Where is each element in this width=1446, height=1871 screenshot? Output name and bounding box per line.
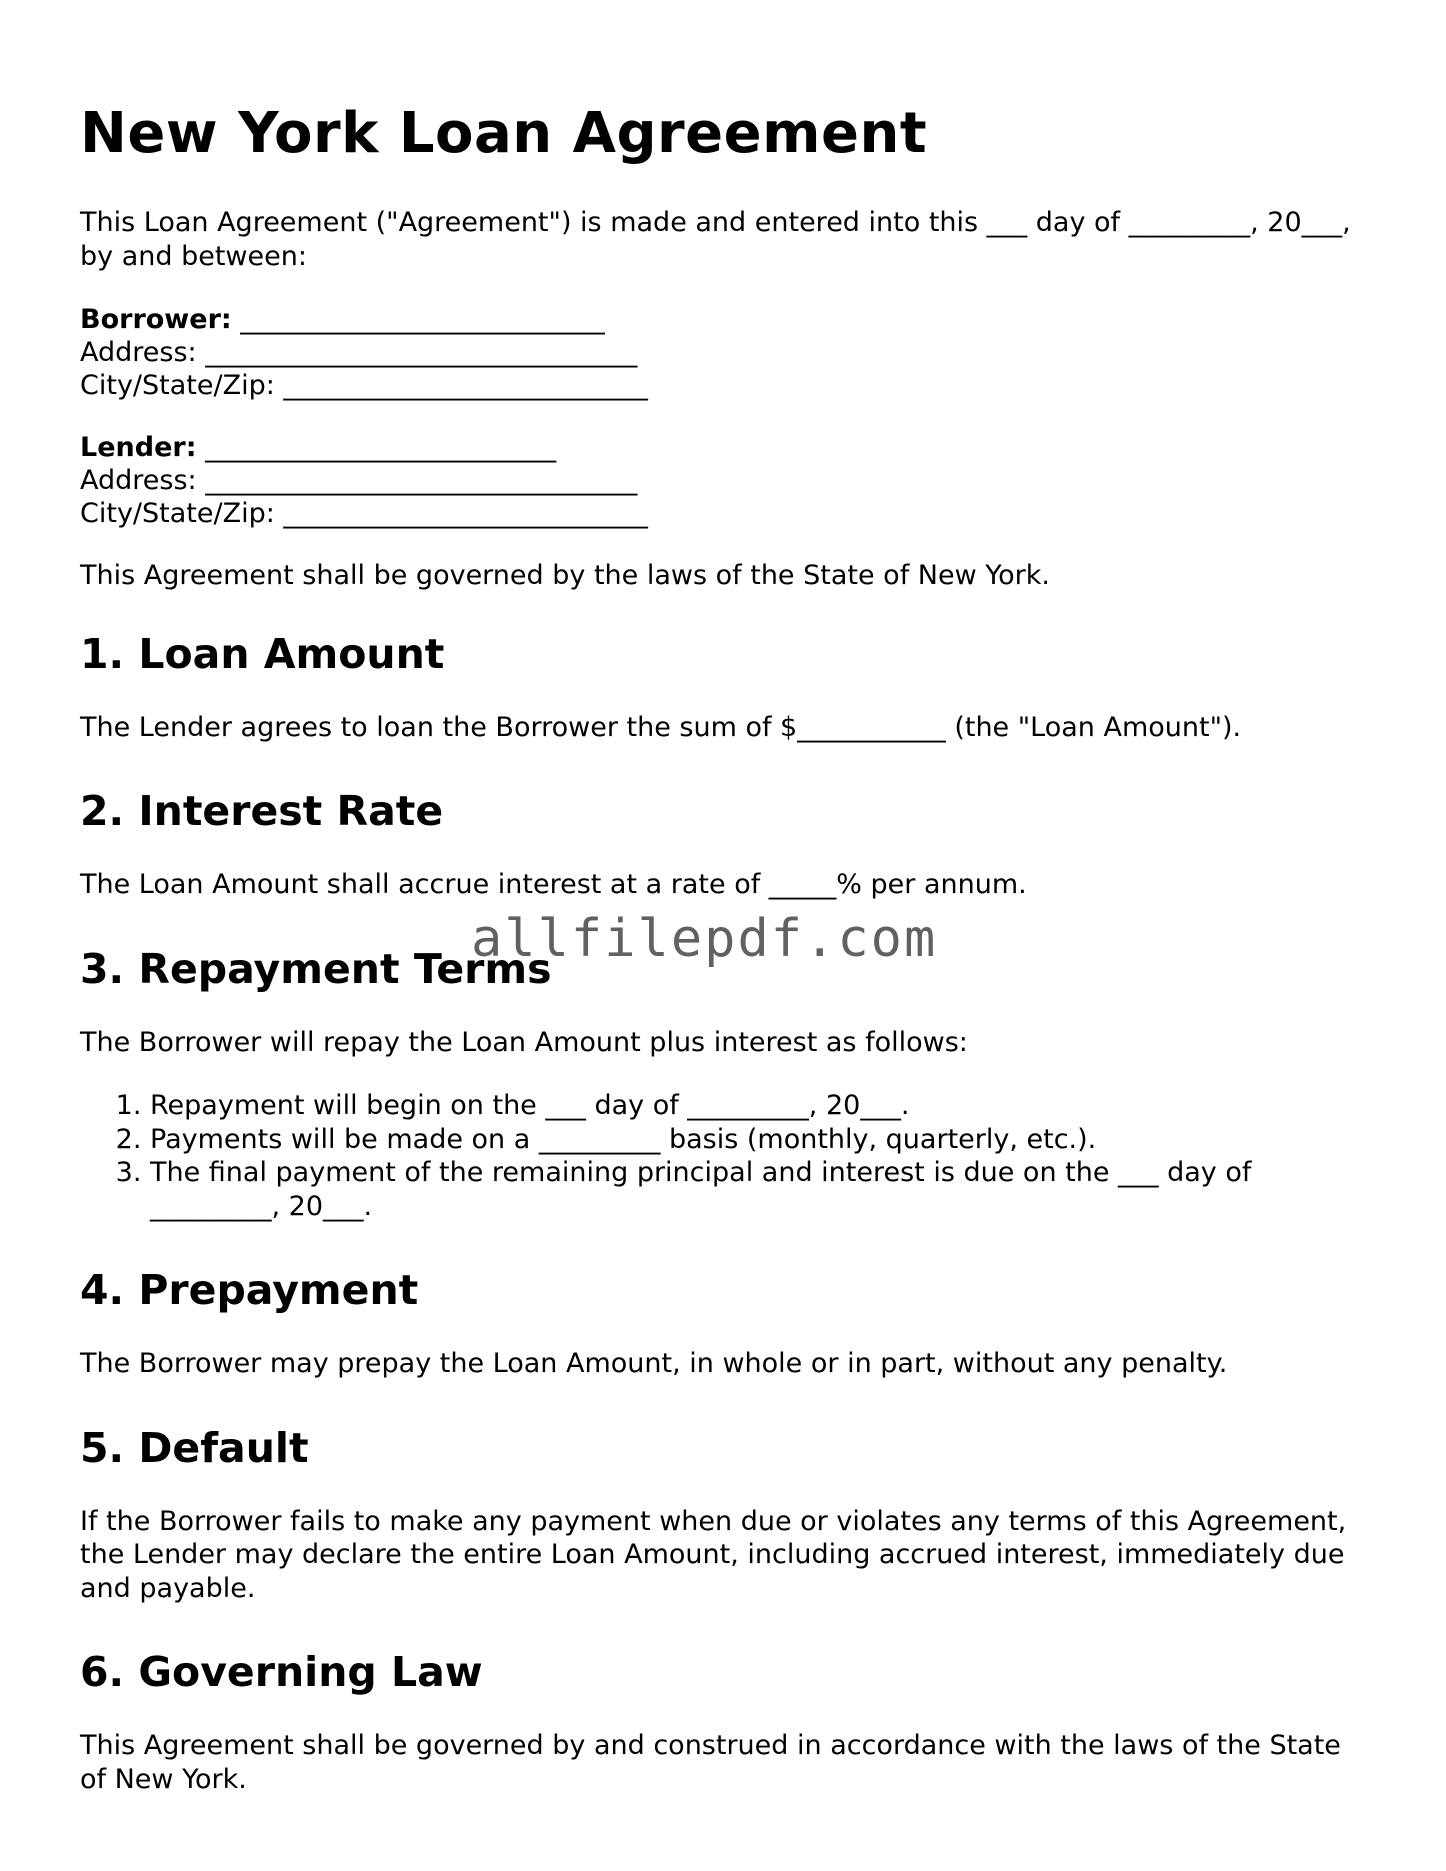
section-heading: 2. Interest Rate	[80, 787, 444, 835]
section-body: The Loan Amount shall accrue interest at a rate of _____% per annum.	[80, 869, 1027, 900]
section-repayment-terms	[80, 942, 1370, 1224]
list-item: 2. Payments will be made on a _________ basis (monthly, quarterly, etc.).	[150, 1123, 1370, 1157]
borrower-label: Borrower:	[80, 304, 232, 335]
section-body: The Borrower may prepay the Loan Amount, in whole or in part, without any penalty.	[80, 1348, 1228, 1379]
section-body: If the Borrower fails to make any payment when due or violates any terms of this Agreement, the Lender may declare the entire Loan Amount, including accrued interest, immediately due and payable.	[80, 1505, 1347, 1604]
watermark-text: allfilepdf.com	[471, 909, 938, 969]
section-body: The Lender agrees to loan the Borrower the sum of $___________ (the "Loan Amount").	[80, 711, 1242, 743]
section-heading: 5. Default	[80, 1423, 309, 1472]
section-prepayment	[80, 1263, 1370, 1381]
section-body: The Borrower will repay the Loan Amount plus interest as follows:	[80, 1026, 968, 1058]
section-default	[80, 1421, 1370, 1606]
borrower-address-line: Address: ________________________________	[80, 337, 638, 368]
document-title: New York Loan Agreement	[80, 101, 928, 166]
section-loan-amount	[80, 627, 1370, 745]
section-heading: 3. Repayment Terms	[80, 944, 552, 993]
section-heading: 4. Prepayment	[80, 1266, 419, 1314]
lender-address-line: Address: ________________________________	[80, 465, 638, 496]
borrower-block	[80, 303, 1370, 402]
lender-city-state-zip-line: City/State/Zip: ___________________________	[80, 498, 648, 529]
section-heading: 1. Loan Amount	[80, 629, 445, 678]
section-heading: 6. Governing Law	[80, 1648, 483, 1696]
section-interest-rate	[80, 784, 1370, 902]
list-item: 1. Repayment will begin on the ___ day of _________, 20___.	[150, 1089, 1370, 1123]
section-governing-law	[80, 1645, 1370, 1796]
lender-name-blank: __________________________	[196, 432, 557, 463]
lender-name-line	[80, 431, 1370, 464]
repayment-list	[80, 1089, 1370, 1223]
list-item: 3. The final payment of the remaining principal and interest is due on the ___ day of _________, 20___.	[150, 1156, 1370, 1223]
lender-block	[80, 431, 1370, 530]
lender-label: Lender:	[80, 432, 197, 463]
section-body: This Agreement shall be governed by and construed in accordance with the laws of the State of New York.	[80, 1730, 1341, 1795]
governed-statement: This Agreement shall be governed by the laws of the State of New York.	[80, 560, 1050, 591]
borrower-city-state-zip-line: City/State/Zip: ___________________________	[80, 370, 648, 401]
borrower-name-line	[80, 303, 1370, 336]
intro-paragraph: This Loan Agreement ("Agreement") is made and entered into this ___ day of _________, 20___, by and between:	[80, 207, 1351, 272]
borrower-name-blank: ___________________________	[231, 304, 605, 335]
